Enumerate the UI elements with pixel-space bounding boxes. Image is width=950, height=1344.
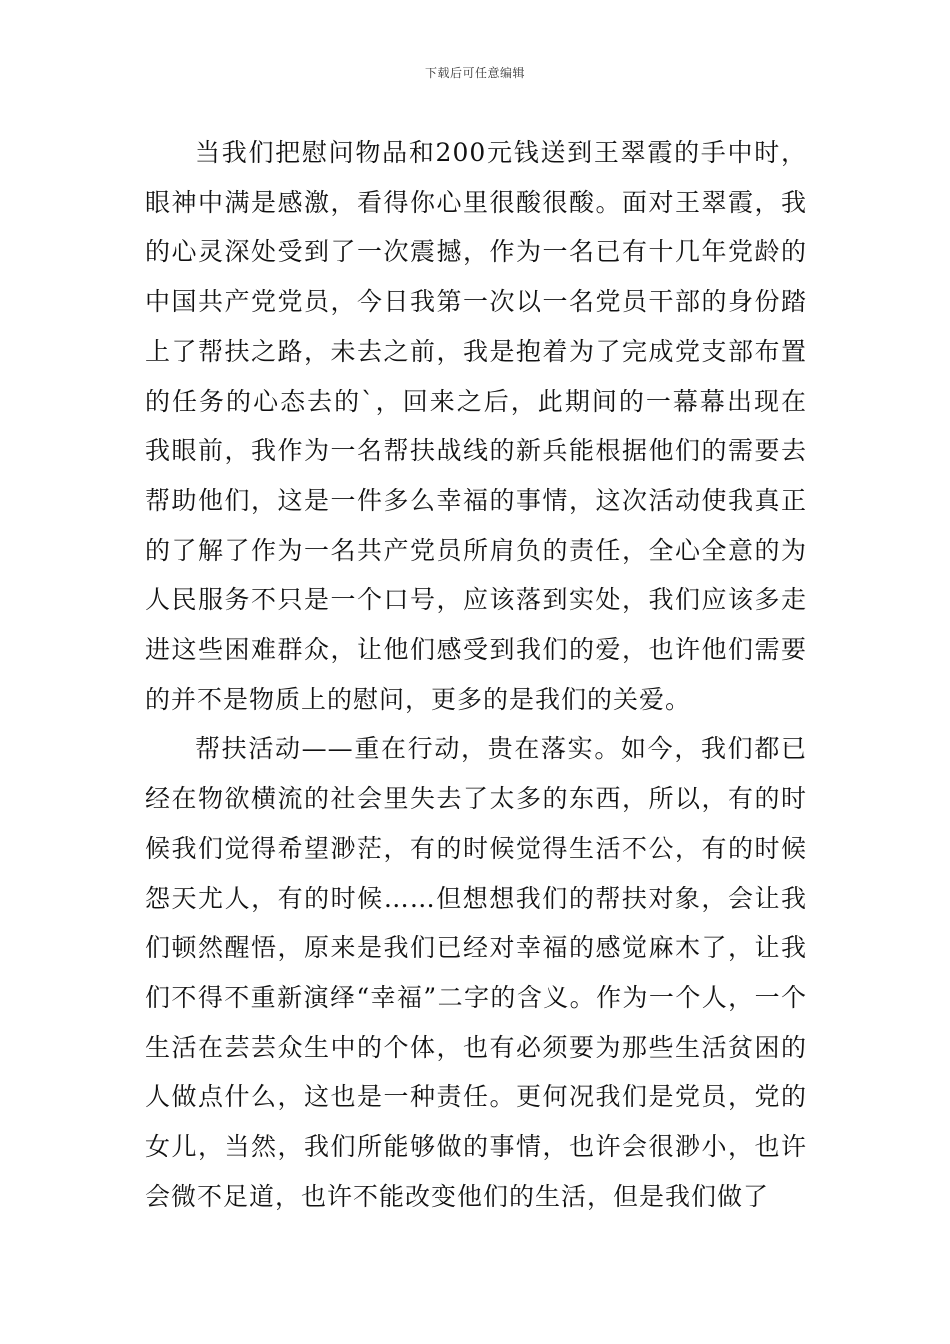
- paragraph-2: 帮扶活动——重在行动，贵在落实。如今，我们都已经在物欲横流的社会里失去了太多的东西，所以，有的时候我们觉得希望渺茫，有的时候觉得生活不公，有的时候怨天尤人，有的时候……但想想我们的帮扶对象，会让我们顿然醒悟，原来是我们已经对幸福的感觉麻木了，让我们不得不重新演绎“幸福”二字的含义。作为一个人，一个生活在芸芸众生中的个体，也有必须要为那些生活贫困的人做点什么，这也是一种责任。更何况我们是党员，党的女儿，当然，我们所能够做的事情，也许会很渺小，也许会微不足道，也许不能改变他们的生活，但是我们做了: [145, 734, 807, 1211]
- page-header-note: 下载后可任意编辑: [424, 66, 525, 80]
- document-body: [145, 128, 807, 1221]
- paragraph-1: 当我们把慰问物品和200元钱送到王翠霞的手中时，眼神中满是感激，看得你心里很酸很酸。面对王翠霞，我的心灵深处受到了一次震撼，作为一名已有十几年党龄的中国共产党党员，今日我第一次以一名党员干部的身份踏上了帮扶之路，未去之前，我是抱着为了完成党支部布置的任务的心态去的`，回来之后，此期间的一幕幕出现在我眼前，我作为一名帮扶战线的新兵能根据他们的需要去帮助他们，这是一件多么幸福的事情，这次活动使我真正的了解了作为一名共产党员所肩负的责任，全心全意的为人民服务不只是一个口号，应该落到实处，我们应该多走进这些困难群众，让他们感受到我们的爱，也许他们需要的并不是物质上的慰问，更多的是我们的关爱。: [145, 138, 807, 714]
